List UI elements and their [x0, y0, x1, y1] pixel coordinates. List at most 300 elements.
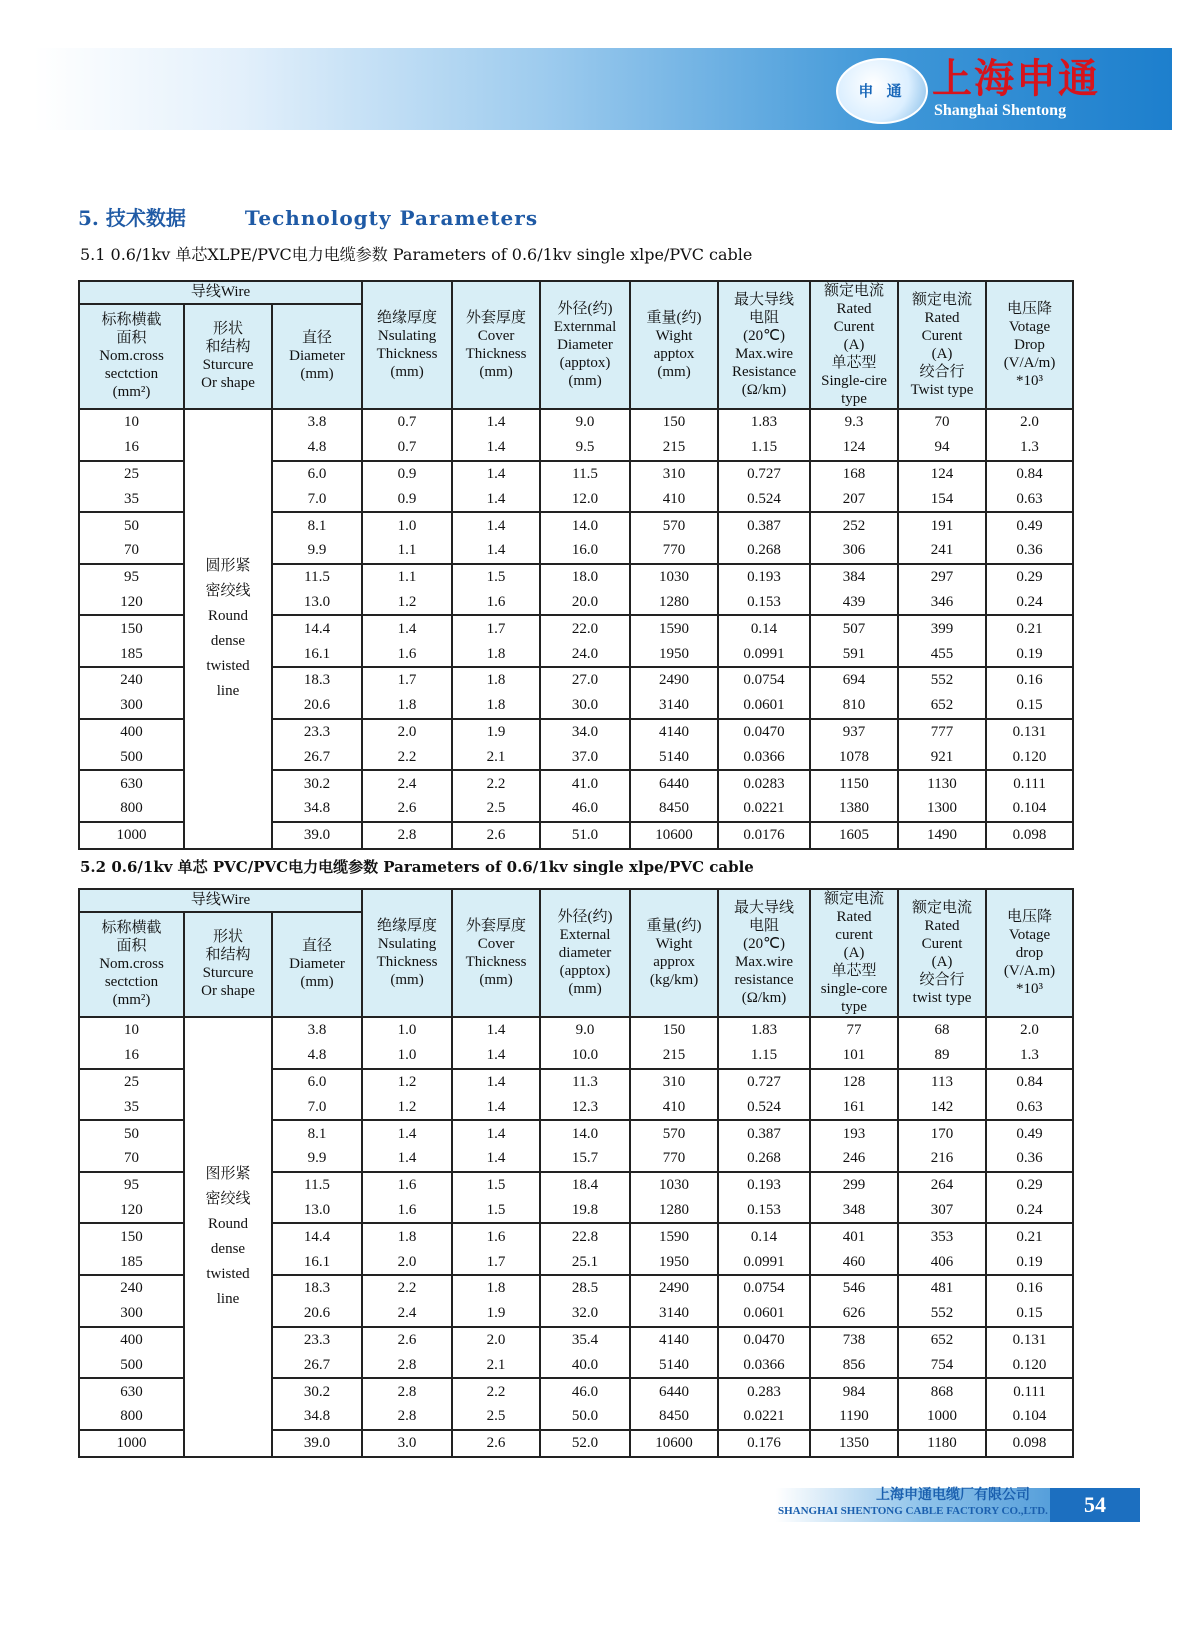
value-cell: 0.387: [718, 1120, 810, 1146]
value-cell: 168: [810, 461, 898, 487]
value-cell: 652: [898, 693, 986, 719]
value-cell: 2.2: [452, 1378, 540, 1404]
value-cell: 142: [898, 1094, 986, 1120]
cross-section-cell: 25: [79, 461, 184, 487]
value-cell: 11.5: [272, 1172, 362, 1198]
cross-section-cell: 300: [79, 693, 184, 719]
value-cell: 3.8: [272, 1017, 362, 1043]
column-header: 直径 Diameter (mm): [272, 912, 362, 1017]
value-cell: 299: [810, 1172, 898, 1198]
value-cell: 2.8: [362, 1404, 452, 1430]
page-number: 54: [1050, 1488, 1140, 1522]
cross-section-cell: 240: [79, 1275, 184, 1301]
value-cell: 1.6: [452, 590, 540, 616]
cross-section-cell: 400: [79, 719, 184, 745]
logo-badge-text: 申 通: [858, 82, 906, 100]
column-header: 最大导线 电阻 (20℃) Max.wire Resistance (Ω/km): [718, 281, 810, 409]
value-cell: 1.2: [362, 1069, 452, 1095]
value-cell: 0.29: [986, 1172, 1073, 1198]
table1-parameters: [78, 280, 1074, 850]
value-cell: 0.0991: [718, 641, 810, 667]
value-cell: 10600: [630, 1430, 718, 1457]
company-logo: [836, 56, 1136, 124]
value-cell: 46.0: [540, 796, 630, 822]
value-cell: 1190: [810, 1404, 898, 1430]
cross-section-cell: 50: [79, 512, 184, 538]
value-cell: 1.0: [362, 1017, 452, 1043]
value-cell: 406: [898, 1249, 986, 1275]
value-cell: 310: [630, 461, 718, 487]
value-cell: 384: [810, 564, 898, 590]
value-cell: 154: [898, 486, 986, 512]
value-cell: 39.0: [272, 822, 362, 849]
column-header: 重量(约) Wight approx (kg/km): [630, 889, 718, 1017]
value-cell: 215: [630, 435, 718, 461]
value-cell: 1.4: [452, 1146, 540, 1172]
value-cell: 25.1: [540, 1249, 630, 1275]
value-cell: 937: [810, 719, 898, 745]
value-cell: 0.84: [986, 1069, 1073, 1095]
value-cell: 32.0: [540, 1301, 630, 1327]
cross-section-cell: 500: [79, 744, 184, 770]
column-header: 外径(约) External diameter (apptox) (mm): [540, 889, 630, 1017]
value-cell: 28.5: [540, 1275, 630, 1301]
value-cell: 0.0366: [718, 744, 810, 770]
value-cell: 4140: [630, 719, 718, 745]
value-cell: 124: [898, 461, 986, 487]
value-cell: 1078: [810, 744, 898, 770]
value-cell: 0.176: [718, 1430, 810, 1457]
section-title: [78, 202, 538, 231]
value-cell: 6.0: [272, 461, 362, 487]
value-cell: 1.6: [452, 1223, 540, 1249]
logo-chinese-name: 上海申通: [932, 55, 1100, 102]
cross-section-cell: 25: [79, 1069, 184, 1095]
column-header: 标称横截 面积 Nom.cross sectction (mm²): [79, 912, 184, 1017]
value-cell: 1.8: [362, 1223, 452, 1249]
value-cell: 1.83: [718, 1017, 810, 1043]
value-cell: 591: [810, 641, 898, 667]
value-cell: 0.120: [986, 1352, 1073, 1378]
value-cell: 1.8: [452, 1275, 540, 1301]
value-cell: 18.4: [540, 1172, 630, 1198]
shape-structure-cell: 圆形紧 密绞线 Round dense twisted line: [184, 409, 272, 849]
value-cell: 3140: [630, 693, 718, 719]
value-cell: 570: [630, 512, 718, 538]
table1-caption: 5.1 0.6/1kv 单芯XLPE/PVC电力电缆参数 Parameters of 0.6/1kv single xlpe/PVC cable: [80, 245, 753, 264]
value-cell: 570: [630, 1120, 718, 1146]
value-cell: 52.0: [540, 1430, 630, 1457]
cross-section-cell: 70: [79, 1146, 184, 1172]
value-cell: 241: [898, 538, 986, 564]
value-cell: 207: [810, 486, 898, 512]
value-cell: 1.7: [452, 1249, 540, 1275]
cross-section-cell: 500: [79, 1352, 184, 1378]
value-cell: 1.4: [362, 1146, 452, 1172]
value-cell: 1.4: [452, 461, 540, 487]
value-cell: 770: [630, 538, 718, 564]
value-cell: 984: [810, 1378, 898, 1404]
value-cell: 34.8: [272, 796, 362, 822]
value-cell: 26.7: [272, 1352, 362, 1378]
value-cell: 921: [898, 744, 986, 770]
value-cell: 1.15: [718, 1043, 810, 1069]
value-cell: 30.2: [272, 1378, 362, 1404]
value-cell: 2.5: [452, 796, 540, 822]
value-cell: 11.5: [272, 564, 362, 590]
value-cell: 0.29: [986, 564, 1073, 590]
value-cell: 2.8: [362, 822, 452, 849]
value-cell: 94: [898, 435, 986, 461]
value-cell: 1.6: [362, 1198, 452, 1224]
value-cell: 738: [810, 1327, 898, 1353]
value-cell: 1.2: [362, 590, 452, 616]
cross-section-cell: 800: [79, 796, 184, 822]
cross-section-cell: 400: [79, 1327, 184, 1353]
column-header: 直径 Diameter (mm): [272, 304, 362, 409]
value-cell: 150: [630, 409, 718, 435]
value-cell: 101: [810, 1043, 898, 1069]
value-cell: 346: [898, 590, 986, 616]
value-cell: 1380: [810, 796, 898, 822]
value-cell: 0.7: [362, 435, 452, 461]
value-cell: 0.15: [986, 1301, 1073, 1327]
value-cell: 0.24: [986, 1198, 1073, 1224]
cross-section-cell: 16: [79, 1043, 184, 1069]
value-cell: 1.4: [362, 1120, 452, 1146]
value-cell: 11.3: [540, 1069, 630, 1095]
value-cell: 2.8: [362, 1352, 452, 1378]
value-cell: 0.9: [362, 486, 452, 512]
shape-structure-cell: 图形紧 密绞线 Round dense twisted line: [184, 1017, 272, 1457]
value-cell: 1.15: [718, 435, 810, 461]
value-cell: 439: [810, 590, 898, 616]
value-cell: 23.3: [272, 1327, 362, 1353]
value-cell: 89: [898, 1043, 986, 1069]
value-cell: 7.0: [272, 1094, 362, 1120]
column-header: 形状 和结构 Sturcure Or shape: [184, 304, 272, 409]
value-cell: 1130: [898, 770, 986, 796]
value-cell: 810: [810, 693, 898, 719]
value-cell: 14.4: [272, 1223, 362, 1249]
value-cell: 306: [810, 538, 898, 564]
value-cell: 1.5: [452, 1172, 540, 1198]
value-cell: 2.6: [362, 796, 452, 822]
footer-company-cn: 上海申通电缆厂有限公司: [876, 1487, 1030, 1503]
value-cell: 39.0: [272, 1430, 362, 1457]
value-cell: 3.8: [272, 409, 362, 435]
value-cell: 1605: [810, 822, 898, 849]
value-cell: 307: [898, 1198, 986, 1224]
value-cell: 15.7: [540, 1146, 630, 1172]
value-cell: 3140: [630, 1301, 718, 1327]
value-cell: 0.0470: [718, 719, 810, 745]
value-cell: 1000: [898, 1404, 986, 1430]
value-cell: 0.131: [986, 719, 1073, 745]
value-cell: 0.268: [718, 538, 810, 564]
value-cell: 1.83: [718, 409, 810, 435]
value-cell: 8450: [630, 1404, 718, 1430]
value-cell: 0.15: [986, 693, 1073, 719]
value-cell: 777: [898, 719, 986, 745]
value-cell: 0.0470: [718, 1327, 810, 1353]
value-cell: 0.524: [718, 1094, 810, 1120]
value-cell: 1.8: [362, 693, 452, 719]
value-cell: 0.19: [986, 641, 1073, 667]
cross-section-cell: 35: [79, 1094, 184, 1120]
value-cell: 1.2: [362, 1094, 452, 1120]
value-cell: 1490: [898, 822, 986, 849]
column-header: 额定电流 Rated curent (A) 单芯型 single-core type: [810, 889, 898, 1017]
value-cell: 0.19: [986, 1249, 1073, 1275]
value-cell: 0.16: [986, 667, 1073, 693]
value-cell: 0.098: [986, 822, 1073, 849]
value-cell: 14.4: [272, 615, 362, 641]
cross-section-cell: 800: [79, 1404, 184, 1430]
value-cell: 51.0: [540, 822, 630, 849]
value-cell: 2.4: [362, 770, 452, 796]
value-cell: 2.2: [362, 1275, 452, 1301]
value-cell: 856: [810, 1352, 898, 1378]
table2-caption: 5.2 0.6/1kv 单芯 PVC/PVC电力电缆参数 Parameters of 0.6/1kv single xlpe/PVC cable: [80, 858, 754, 876]
value-cell: 481: [898, 1275, 986, 1301]
column-header: 绝缘厚度 Nsulating Thickness (mm): [362, 889, 452, 1017]
column-header: 最大导线 电阻 (20℃) Max.wire resistance (Ω/km): [718, 889, 810, 1017]
value-cell: 2.2: [362, 744, 452, 770]
table-row: [79, 409, 1073, 435]
value-cell: 0.63: [986, 486, 1073, 512]
value-cell: 507: [810, 615, 898, 641]
cross-section-cell: 95: [79, 564, 184, 590]
value-cell: 410: [630, 486, 718, 512]
value-cell: 170: [898, 1120, 986, 1146]
value-cell: 9.0: [540, 409, 630, 435]
value-cell: 1.4: [452, 1043, 540, 1069]
value-cell: 18.3: [272, 1275, 362, 1301]
value-cell: 0.0601: [718, 693, 810, 719]
value-cell: 1.9: [452, 1301, 540, 1327]
value-cell: 1.1: [362, 538, 452, 564]
value-cell: 1.4: [452, 538, 540, 564]
cross-section-cell: 120: [79, 590, 184, 616]
value-cell: 191: [898, 512, 986, 538]
value-cell: 1.8: [452, 693, 540, 719]
value-cell: 0.268: [718, 1146, 810, 1172]
value-cell: 77: [810, 1017, 898, 1043]
value-cell: 0.0283: [718, 770, 810, 796]
value-cell: 0.098: [986, 1430, 1073, 1457]
value-cell: 20.0: [540, 590, 630, 616]
value-cell: 401: [810, 1223, 898, 1249]
value-cell: 18.3: [272, 667, 362, 693]
value-cell: 552: [898, 1301, 986, 1327]
value-cell: 14.0: [540, 512, 630, 538]
table-row: [79, 1017, 1073, 1043]
value-cell: 40.0: [540, 1352, 630, 1378]
value-cell: 9.9: [272, 1146, 362, 1172]
value-cell: 70: [898, 409, 986, 435]
value-cell: 1.1: [362, 564, 452, 590]
cross-section-cell: 150: [79, 1223, 184, 1249]
wire-group-header: 导线Wire: [79, 889, 362, 912]
value-cell: 12.3: [540, 1094, 630, 1120]
value-cell: 10.0: [540, 1043, 630, 1069]
value-cell: 23.3: [272, 719, 362, 745]
cross-section-cell: 185: [79, 641, 184, 667]
value-cell: 0.727: [718, 461, 810, 487]
value-cell: 9.5: [540, 435, 630, 461]
value-cell: 399: [898, 615, 986, 641]
value-cell: 0.14: [718, 1223, 810, 1249]
value-cell: 652: [898, 1327, 986, 1353]
value-cell: 3.0: [362, 1430, 452, 1457]
value-cell: 16.1: [272, 1249, 362, 1275]
cross-section-cell: 1000: [79, 1430, 184, 1457]
value-cell: 34.8: [272, 1404, 362, 1430]
column-header: 标称横截 面积 Nom.cross sectction (mm²): [79, 304, 184, 409]
value-cell: 552: [898, 667, 986, 693]
value-cell: 128: [810, 1069, 898, 1095]
value-cell: 1.4: [452, 1120, 540, 1146]
column-header: 电压降 Votage drop (V/A.m) *10³: [986, 889, 1073, 1017]
cross-section-cell: 630: [79, 1378, 184, 1404]
value-cell: 20.6: [272, 693, 362, 719]
value-cell: 1280: [630, 1198, 718, 1224]
globe-logo-icon: [836, 58, 928, 124]
cross-section-cell: 120: [79, 1198, 184, 1224]
value-cell: 1.4: [452, 435, 540, 461]
value-cell: 1950: [630, 641, 718, 667]
cross-section-cell: 150: [79, 615, 184, 641]
value-cell: 2.6: [452, 822, 540, 849]
value-cell: 10600: [630, 822, 718, 849]
value-cell: 1590: [630, 615, 718, 641]
value-cell: 0.104: [986, 796, 1073, 822]
value-cell: 626: [810, 1301, 898, 1327]
value-cell: 0.727: [718, 1069, 810, 1095]
value-cell: 0.193: [718, 564, 810, 590]
value-cell: 11.5: [540, 461, 630, 487]
value-cell: 161: [810, 1094, 898, 1120]
value-cell: 2.0: [452, 1327, 540, 1353]
cross-section-cell: 630: [79, 770, 184, 796]
value-cell: 0.9: [362, 461, 452, 487]
column-header: 重量(约) Wight apptox (mm): [630, 281, 718, 409]
cross-section-cell: 50: [79, 1120, 184, 1146]
value-cell: 8.1: [272, 512, 362, 538]
value-cell: 16.0: [540, 538, 630, 564]
value-cell: 193: [810, 1120, 898, 1146]
column-header: 外套厚度 Cover Thickness (mm): [452, 889, 540, 1017]
value-cell: 22.0: [540, 615, 630, 641]
value-cell: 0.0991: [718, 1249, 810, 1275]
value-cell: 1.7: [362, 667, 452, 693]
value-cell: 310: [630, 1069, 718, 1095]
value-cell: 0.49: [986, 1120, 1073, 1146]
value-cell: 0.36: [986, 538, 1073, 564]
value-cell: 0.193: [718, 1172, 810, 1198]
value-cell: 2.0: [362, 719, 452, 745]
value-cell: 0.84: [986, 461, 1073, 487]
column-header: 额定电流 Rated Curent (A) 绞合行 Twist type: [898, 281, 986, 409]
value-cell: 0.153: [718, 1198, 810, 1224]
value-cell: 9.9: [272, 538, 362, 564]
value-cell: 5140: [630, 1352, 718, 1378]
value-cell: 0.16: [986, 1275, 1073, 1301]
cross-section-cell: 10: [79, 1017, 184, 1043]
value-cell: 4.8: [272, 1043, 362, 1069]
value-cell: 50.0: [540, 1404, 630, 1430]
value-cell: 37.0: [540, 744, 630, 770]
value-cell: 264: [898, 1172, 986, 1198]
value-cell: 1030: [630, 1172, 718, 1198]
value-cell: 2.0: [986, 409, 1073, 435]
value-cell: 754: [898, 1352, 986, 1378]
value-cell: 0.21: [986, 615, 1073, 641]
value-cell: 215: [630, 1043, 718, 1069]
value-cell: 1590: [630, 1223, 718, 1249]
column-header: 形状 和结构 Sturcure Or shape: [184, 912, 272, 1017]
value-cell: 0.0221: [718, 796, 810, 822]
value-cell: 1180: [898, 1430, 986, 1457]
value-cell: 2.1: [452, 1352, 540, 1378]
value-cell: 0.21: [986, 1223, 1073, 1249]
section-number: 5. 技术数据: [78, 206, 186, 230]
table2-parameters: [78, 888, 1074, 1458]
column-header: 外套厚度 Cover Thickness (mm): [452, 281, 540, 409]
value-cell: 13.0: [272, 590, 362, 616]
value-cell: 8450: [630, 796, 718, 822]
value-cell: 9.3: [810, 409, 898, 435]
value-cell: 27.0: [540, 667, 630, 693]
value-cell: 1030: [630, 564, 718, 590]
value-cell: 6440: [630, 770, 718, 796]
value-cell: 4140: [630, 1327, 718, 1353]
value-cell: 6440: [630, 1378, 718, 1404]
value-cell: 1.4: [452, 512, 540, 538]
value-cell: 1.7: [452, 615, 540, 641]
cross-section-cell: 300: [79, 1301, 184, 1327]
column-header: 额定电流 Rated Curent (A) 绞合行 twist type: [898, 889, 986, 1017]
value-cell: 1.4: [452, 1017, 540, 1043]
value-cell: 252: [810, 512, 898, 538]
value-cell: 1.3: [986, 1043, 1073, 1069]
value-cell: 1950: [630, 1249, 718, 1275]
value-cell: 0.387: [718, 512, 810, 538]
column-header: 绝缘厚度 Nsulating Thickness (mm): [362, 281, 452, 409]
wire-group-header: 导线Wire: [79, 281, 362, 304]
value-cell: 26.7: [272, 744, 362, 770]
value-cell: 1.9: [452, 719, 540, 745]
value-cell: 46.0: [540, 1378, 630, 1404]
value-cell: 0.104: [986, 1404, 1073, 1430]
value-cell: 1.0: [362, 1043, 452, 1069]
value-cell: 0.0221: [718, 1404, 810, 1430]
value-cell: 0.63: [986, 1094, 1073, 1120]
cross-section-cell: 185: [79, 1249, 184, 1275]
value-cell: 868: [898, 1378, 986, 1404]
value-cell: 0.36: [986, 1146, 1073, 1172]
value-cell: 5140: [630, 744, 718, 770]
value-cell: 16.1: [272, 641, 362, 667]
value-cell: 1.6: [362, 1172, 452, 1198]
value-cell: 410: [630, 1094, 718, 1120]
value-cell: 0.24: [986, 590, 1073, 616]
logo-english-name: Shanghai Shentong: [934, 102, 1067, 119]
value-cell: 1.6: [362, 641, 452, 667]
value-cell: 1350: [810, 1430, 898, 1457]
value-cell: 546: [810, 1275, 898, 1301]
